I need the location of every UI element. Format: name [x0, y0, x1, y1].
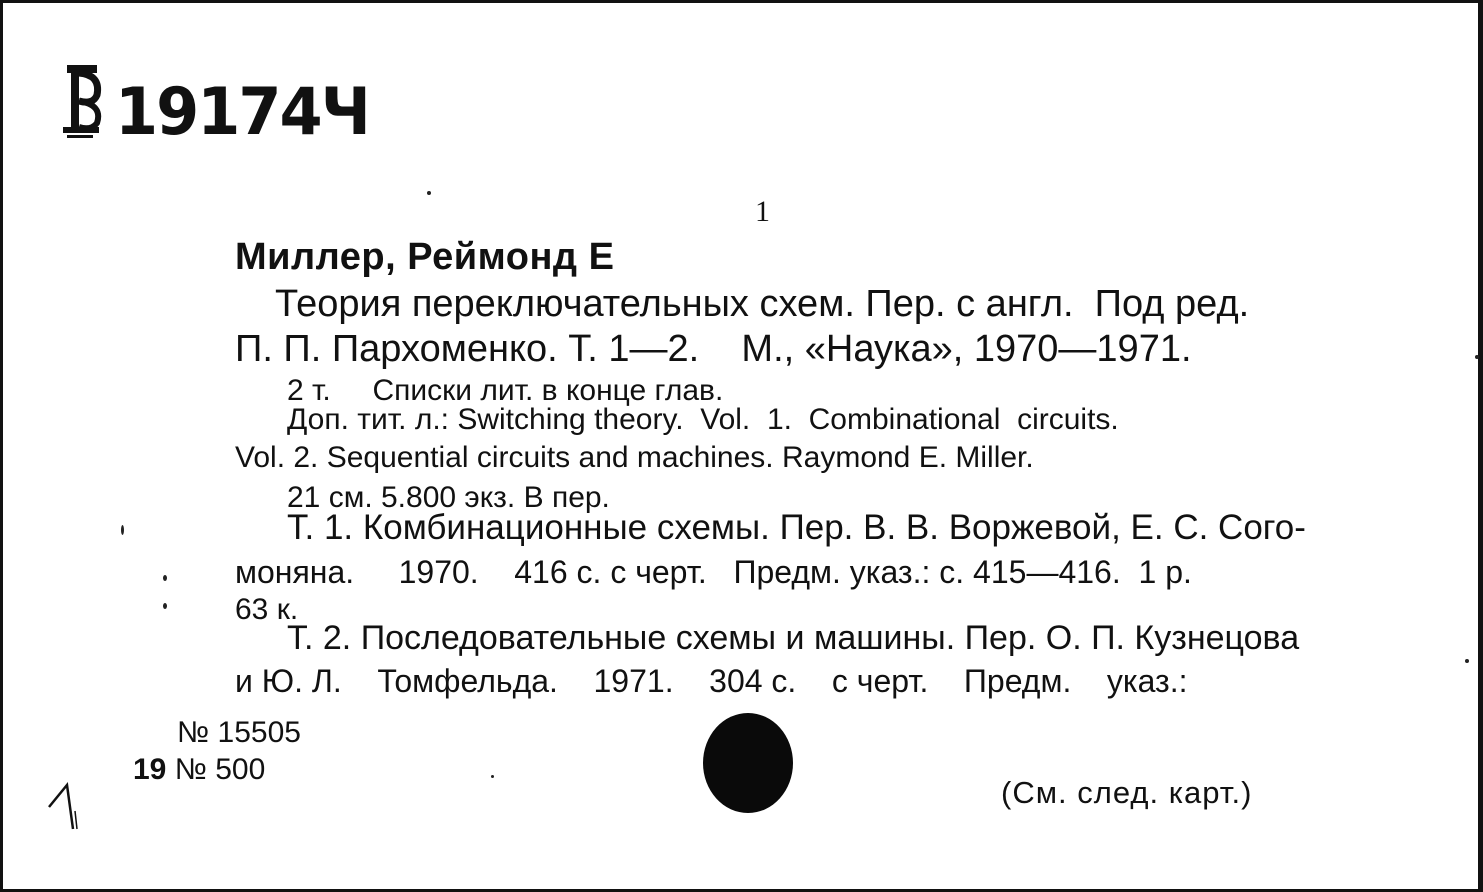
dust-speck	[121, 525, 124, 535]
size-edition-line: 21 см. 5.800 экз. В пер.	[287, 481, 610, 514]
volume-1-line-2: моняна. 1970. 416 с. с черт. Предм. указ.: с. 415—416. 1 р.	[235, 554, 1192, 590]
volume-2-line-1: Т. 2. Последовательные схемы и машины. Пер. О. П. Кузнецова	[287, 619, 1300, 657]
dust-speck	[163, 603, 167, 609]
call-number-text: 19174Ч	[115, 73, 369, 150]
parallel-title-line-1: Доп. тит. л.: Switching theory. Vol. 1. Combinational circuits.	[287, 403, 1119, 436]
volumes-line: 2 т. Списки лит. в конце глав.	[287, 374, 724, 407]
call-number	[61, 61, 369, 151]
title-line-1-text: Теория переключательных схем. Пер. с англ. Под ред.	[275, 283, 1250, 325]
accession-number-2-text: № 500	[174, 753, 266, 786]
parallel-title-line-2: Vol. 2. Sequential circuits and machines. Raymond E. Miller.	[235, 441, 1034, 474]
dust-speck	[491, 775, 494, 778]
volume-1-line-1: Т. 1. Комбинационные схемы. Пер. В. В. Воржевой, Е. С. Сого-	[287, 508, 1306, 547]
volume-1-line-3: 63 к.	[235, 593, 299, 626]
title-line-1	[275, 283, 1401, 326]
accession-number-1: № 15505	[177, 716, 301, 749]
dust-speck	[1465, 659, 1469, 663]
see-next-card-note: (См. след. карт.)	[1001, 775, 1253, 810]
library-stamp-icon	[61, 61, 105, 139]
author-heading: Миллер, Реймонд Е	[235, 236, 615, 278]
volume-2-line-2: и Ю. Л. Томфельда. 1971. 304 с. с черт. Предм. указ.:	[235, 663, 1188, 699]
title-line-2: П. П. Пархоменко. Т. 1—2. М., «Наука», 1970—1971.	[235, 328, 1192, 370]
accession-prefix: 19	[133, 753, 167, 786]
handwritten-mark	[45, 781, 85, 835]
card-sequence-number: 1	[755, 195, 770, 228]
dust-speck	[1475, 355, 1479, 359]
accession-number-2	[133, 753, 265, 787]
punch-hole	[703, 713, 793, 813]
dust-speck	[427, 191, 431, 195]
dust-speck	[163, 575, 167, 581]
